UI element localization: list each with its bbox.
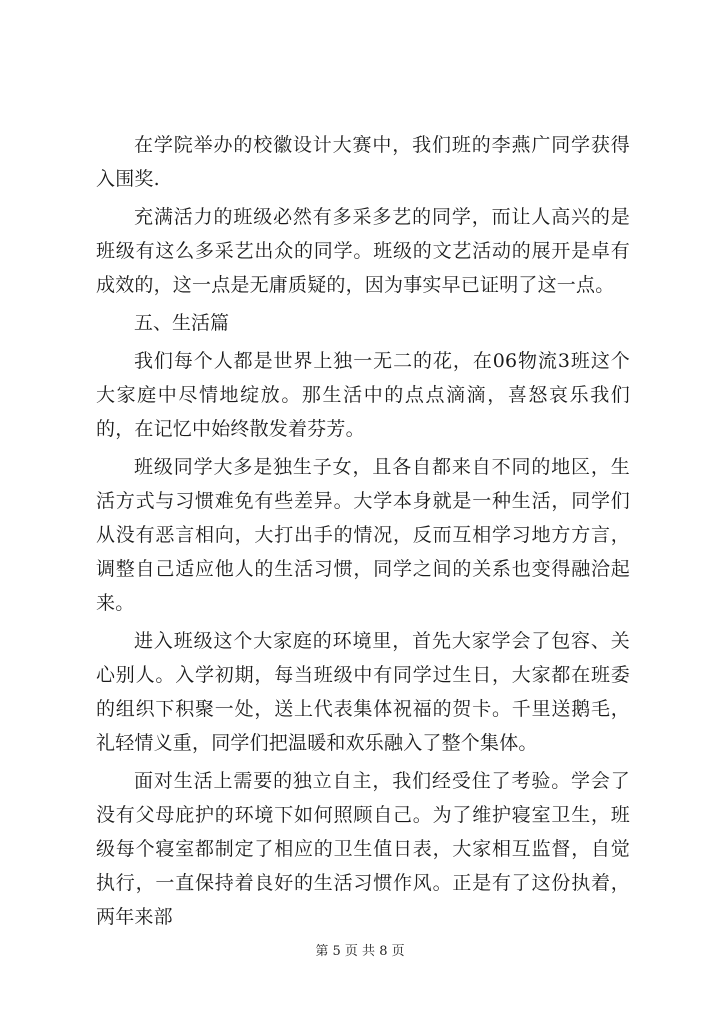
paragraph-flowers: 我们每个人都是世界上独一无二的花，在06物流3班这个大家庭中尽情地绽放。那生活中的点点滴滴，喜怒哀乐我们的，在记忆中始终散发着芬芳。 — [96, 350, 630, 440]
document-body — [96, 128, 630, 938]
paragraph-arts: 充满活力的班级必然有多采多艺的同学，而让人高兴的是班级有这么多采艺出众的同学。班级的文艺活动的展开是卓有成效的，这一点是无庸质疑的，因为事实早已证明了这一点。 — [96, 206, 630, 296]
paragraph-independence: 面对生活上需要的独立自主，我们经受住了考验。学会了没有父母庇护的环境下如何照顾自己。为了维护寝室卫生，班级每个寝室都制定了相应的卫生值日表，大家相互监督，自觉执行，一直保持着良好的生活习惯作风。正是有了这份执着，两年来部 — [96, 770, 630, 928]
paragraph-award: 在学院举办的校徽设计大赛中，我们班的李燕广同学获得入围奖. — [96, 134, 630, 190]
paragraph-care: 进入班级这个大家庭的环境里，首先大家学会了包容、关心别人。入学初期，每当班级中有同学过生日，大家都在班委的组织下积聚一处，送上代表集体祝福的贺卡。千里送鹅毛，礼轻情义重，同学们把温暖和欢乐融入了整个集体。 — [96, 630, 630, 754]
paragraph-differences: 班级同学大多是独生子女，且各自都来自不同的地区，生活方式与习惯难免有些差异。大学本身就是一种生活，同学们从没有恶言相向，大打出手的情况，反而互相学习地方方言，调整自己适应他人的生活习惯，同学之间的关系也变得融洽起来。 — [96, 456, 630, 614]
page-footer: 第 5 页 共 8 页 — [315, 944, 405, 959]
section-heading-life: 五、生活篇 — [134, 312, 230, 334]
